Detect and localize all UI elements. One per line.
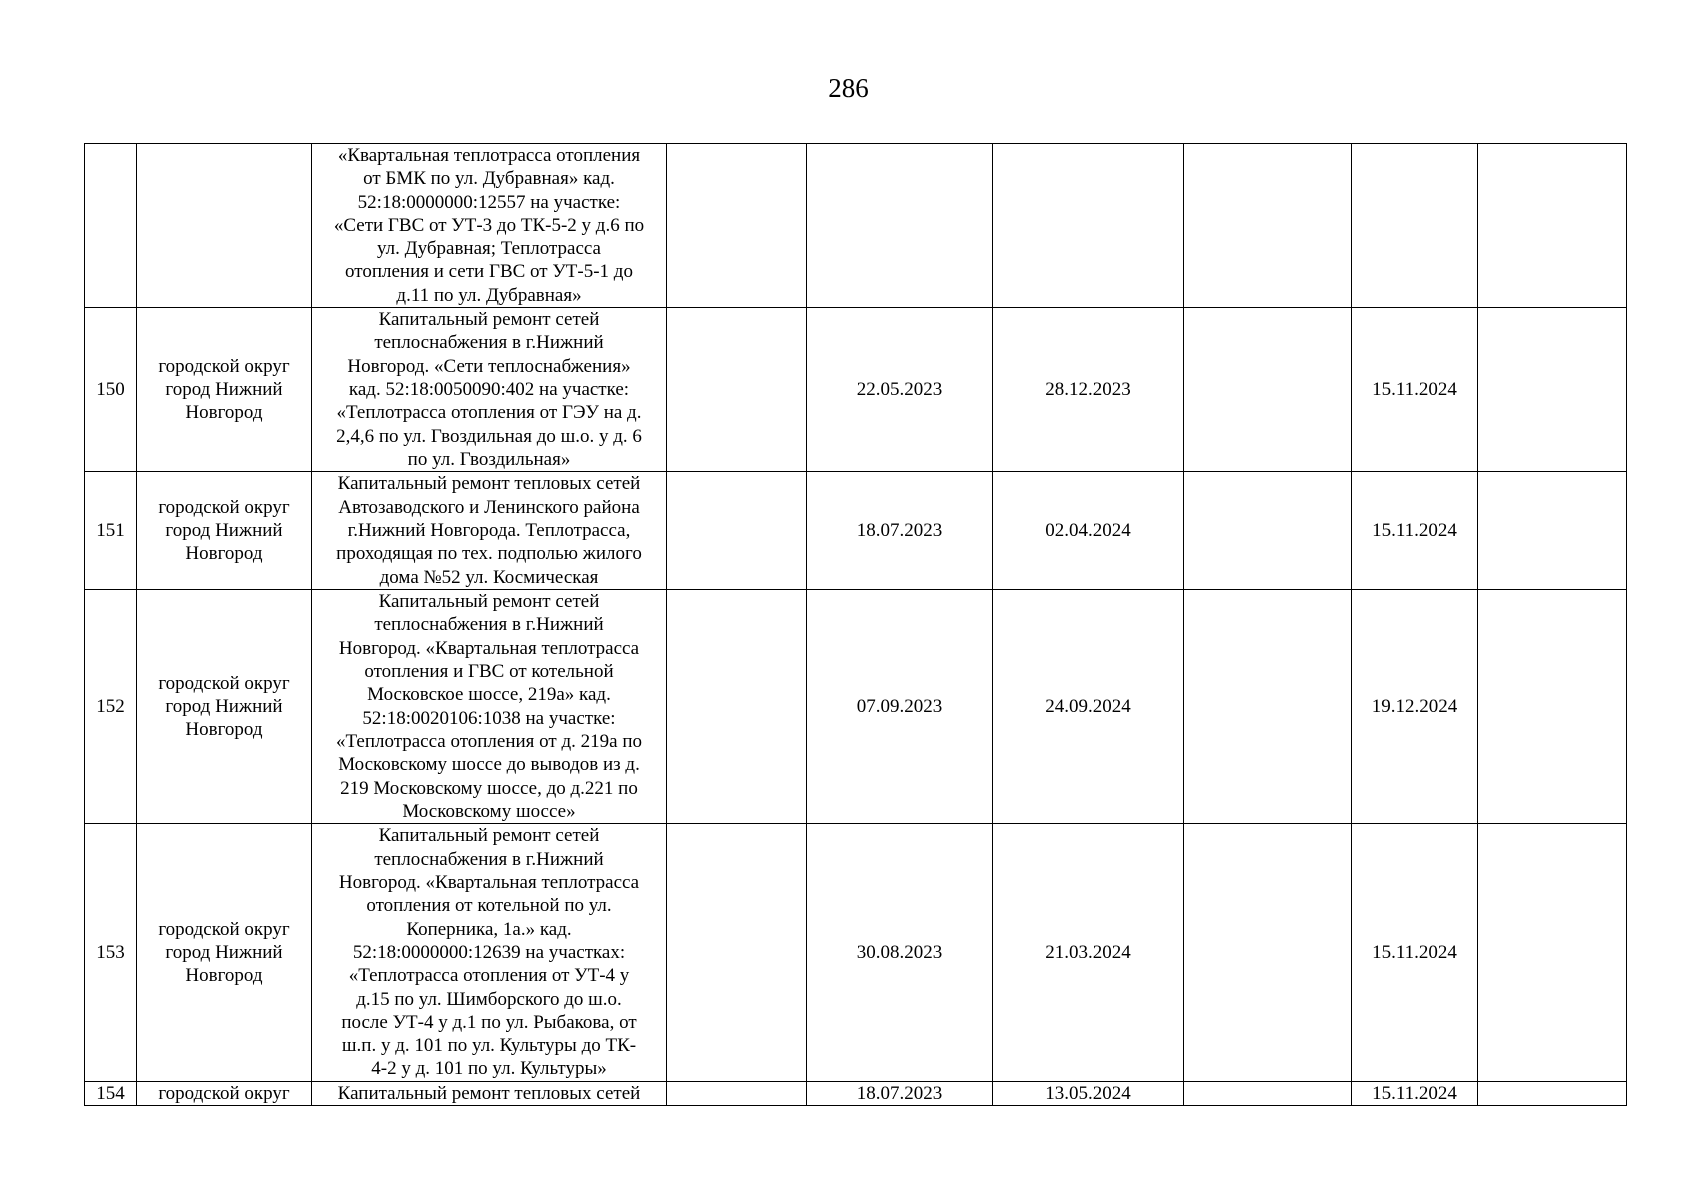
cell-line: дома №52 ул. Космическая — [379, 566, 599, 588]
description-cell — [312, 590, 667, 824]
cell-line: Новгород — [185, 719, 263, 741]
description-cell — [312, 824, 667, 1082]
cell-line: городской округ — [158, 918, 290, 940]
row-number: 153 — [85, 824, 137, 1082]
works-table — [84, 143, 1627, 1106]
cell-line: Московское шоссе, 219а» кад. — [367, 684, 611, 706]
deadline-date-cell: 15.11.2024 — [1352, 1082, 1478, 1106]
cell-line: 52:18:0000000:12557 на участке: — [357, 191, 621, 213]
cell-line: город Нижний — [165, 378, 283, 400]
cell-line: 219 Московскому шоссе, до д.221 по — [340, 777, 638, 799]
municipality-cell — [137, 1082, 312, 1106]
table-row — [85, 590, 1627, 824]
start-date-cell — [807, 144, 993, 308]
cell-line: д.15 по ул. Шимборского до ш.о. — [356, 988, 622, 1010]
deadline-date-cell: 19.12.2024 — [1352, 590, 1478, 824]
cell-line: теплоснабжения в г.Нижний — [374, 332, 604, 354]
cell-line: город Нижний — [165, 941, 283, 963]
cell-line: по ул. Гвоздильная» — [407, 448, 571, 470]
start-date-cell: 18.07.2023 — [807, 1082, 993, 1106]
cell-line: кад. 52:18:0050090:402 на участке: — [348, 378, 630, 400]
cell-line: город Нижний — [165, 520, 283, 541]
cell-line: Новгород — [185, 543, 263, 565]
cell-line: «Теплотрасса отопления от д. 219а по — [336, 730, 642, 752]
column-4-cell — [667, 590, 807, 824]
cell-line: Капитальный ремонт тепловых сетей — [337, 473, 641, 495]
cell-line: 52:18:0000000:12639 на участках: — [352, 941, 626, 963]
deadline-date-cell: 15.11.2024 — [1352, 824, 1478, 1082]
description-cell — [312, 472, 667, 590]
deadline-date-cell: 15.11.2024 — [1352, 472, 1478, 590]
column-7-cell — [1184, 144, 1352, 308]
column-7-cell — [1184, 590, 1352, 824]
start-date-cell: 07.09.2023 — [807, 590, 993, 824]
municipality-cell — [137, 472, 312, 590]
cell-line: Новгород — [185, 402, 263, 424]
table-row — [85, 1082, 1627, 1106]
column-4-cell — [667, 472, 807, 590]
cell-line: теплоснабжения в г.Нижний — [374, 848, 604, 870]
deadline-date-cell: 15.11.2024 — [1352, 308, 1478, 472]
row-number: 150 — [85, 308, 137, 472]
cell-line: городской округ — [158, 355, 290, 377]
column-9-cell — [1478, 824, 1627, 1082]
column-9-cell — [1478, 1082, 1627, 1106]
page-number: 286 — [828, 73, 869, 103]
column-4-cell — [667, 144, 807, 308]
description-cell — [312, 308, 667, 472]
cell-line: д.11 по ул. Дубравная» — [396, 284, 582, 306]
cell-line: теплоснабжения в г.Нижний — [374, 614, 604, 636]
cell-line: «Квартальная теплотрасса отопления — [337, 145, 641, 166]
cell-line: отопления и ГВС от котельной — [364, 661, 614, 683]
municipality-cell — [137, 590, 312, 824]
municipality-cell — [137, 144, 312, 308]
table-row — [85, 144, 1627, 308]
row-number — [85, 144, 137, 308]
column-4-cell — [667, 1082, 807, 1106]
cell-line: ш.п. у д. 101 по ул. Культуры до ТК- — [341, 1035, 637, 1057]
column-7-cell — [1184, 308, 1352, 472]
cell-line: «Теплотрасса отопления от УТ-4 у — [348, 965, 630, 987]
cell-line: Московскому шоссе» — [402, 800, 576, 822]
cell-line: Новгород. «Сети теплоснабжения» — [347, 355, 631, 377]
column-7-cell — [1184, 1082, 1352, 1106]
row-number: 154 — [85, 1082, 137, 1106]
description-cell — [312, 1082, 667, 1106]
end-date-cell — [993, 144, 1184, 308]
start-date-cell: 18.07.2023 — [807, 472, 993, 590]
start-date-cell: 30.08.2023 — [807, 824, 993, 1082]
end-date-cell: 24.09.2024 — [993, 590, 1184, 824]
municipality-cell — [137, 308, 312, 472]
end-date-cell: 28.12.2023 — [993, 308, 1184, 472]
cell-line: после УТ-4 у д.1 по ул. Рыбакова, от — [341, 1011, 637, 1033]
cell-line: Автозаводского и Ленинского района — [338, 496, 640, 518]
column-9-cell — [1478, 308, 1627, 472]
cell-line: Капитальный ремонт сетей — [378, 309, 600, 331]
cell-line: Капитальный ремонт сетей — [378, 825, 600, 847]
column-7-cell — [1184, 824, 1352, 1082]
cell-line: 4-2 у д. 101 по ул. Культуры» — [371, 1058, 607, 1080]
cell-line: 2,4,6 по ул. Гвоздильная до ш.о. у д. 6 — [336, 425, 642, 447]
end-date-cell: 02.04.2024 — [993, 472, 1184, 590]
cell-line: городской округ — [158, 1083, 290, 1105]
cell-line: Капитальный ремонт сетей — [378, 591, 600, 613]
table-row — [85, 308, 1627, 472]
cell-line: Московскому шоссе до выводов из д. — [338, 754, 640, 776]
cell-line: Коперника, 1а.» кад. — [406, 918, 572, 940]
column-9-cell — [1478, 472, 1627, 590]
cell-line: проходящая по тех. подполью жилого — [336, 543, 642, 565]
row-number: 151 — [85, 472, 137, 590]
cell-line: ул. Дубравная; Теплотрасса — [376, 238, 601, 260]
cell-line: город Нижний — [165, 695, 283, 717]
column-4-cell — [667, 824, 807, 1082]
cell-line: отопления от котельной по ул. — [366, 895, 612, 917]
cell-line: Новгород — [185, 965, 263, 987]
cell-line: г.Нижний Новгорода. Теплотрасса, — [347, 520, 631, 541]
cell-line: 52:18:0020106:1038 на участке: — [362, 707, 616, 729]
column-9-cell — [1478, 590, 1627, 824]
end-date-cell: 13.05.2024 — [993, 1082, 1184, 1106]
column-7-cell — [1184, 472, 1352, 590]
cell-line: Новгород. «Квартальная теплотрасса — [338, 872, 640, 894]
row-number: 152 — [85, 590, 137, 824]
deadline-date-cell — [1352, 144, 1478, 308]
municipality-cell — [137, 824, 312, 1082]
cell-line: городской округ — [158, 672, 290, 694]
cell-line: отопления и сети ГВС от УТ-5-1 до — [345, 261, 633, 283]
column-4-cell — [667, 308, 807, 472]
start-date-cell: 22.05.2023 — [807, 308, 993, 472]
table-row — [85, 472, 1627, 590]
cell-line: «Сети ГВС от УТ-3 до ТК-5-2 у д.6 по — [333, 214, 645, 236]
end-date-cell: 21.03.2024 — [993, 824, 1184, 1082]
cell-line: «Теплотрасса отопления от ГЭУ на д. — [336, 402, 642, 424]
cell-line: от БМК по ул. Дубравная» кад. — [363, 168, 615, 190]
column-9-cell — [1478, 144, 1627, 308]
cell-line: Новгород. «Квартальная теплотрасса — [338, 637, 640, 659]
cell-line: Капитальный ремонт тепловых сетей — [337, 1083, 641, 1105]
cell-line: городской округ — [158, 496, 290, 518]
description-cell — [312, 144, 667, 308]
table-row — [85, 824, 1627, 1082]
